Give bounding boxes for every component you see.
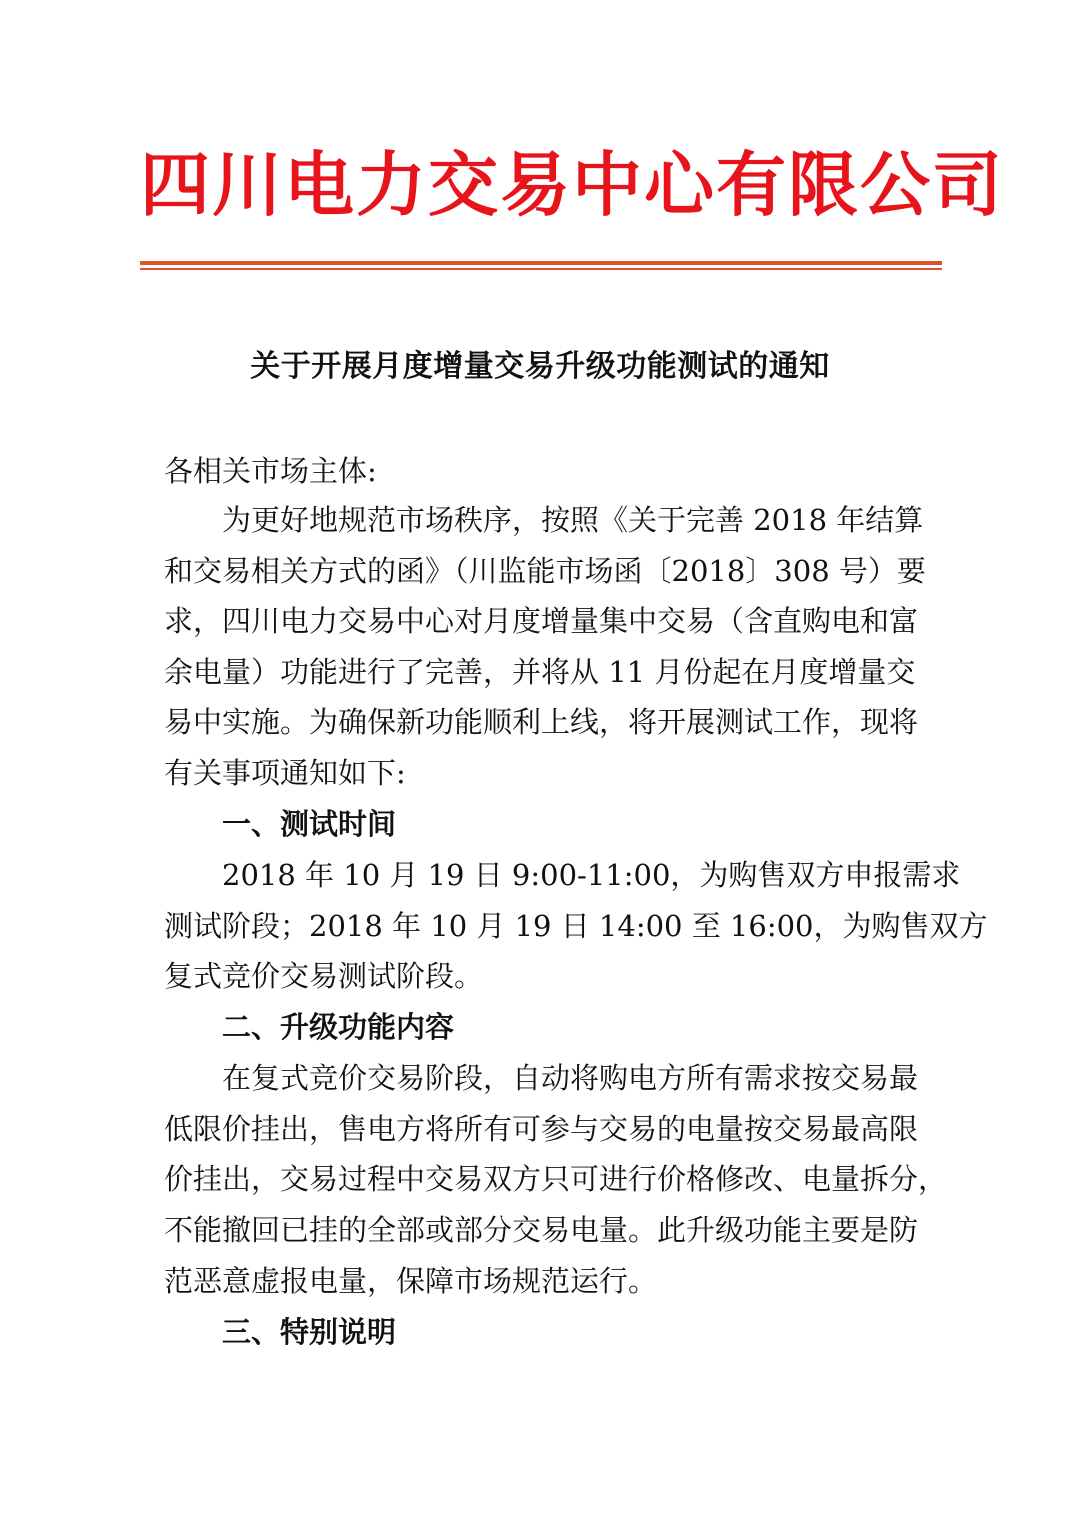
section-heading-special-notes: 三、特别说明 xyxy=(222,1315,397,1349)
section2-line: 在复式竞价交易阶段，自动将购电方所有需求按交易最 xyxy=(222,1061,919,1095)
section2-line: 不能撤回已挂的全部或部分交易电量。此升级功能主要是防 xyxy=(164,1213,919,1247)
intro-line: 易中实施。为确保新功能顺利上线，将开展测试工作，现将 xyxy=(164,705,919,739)
section-heading-upgrade-content: 二、升级功能内容 xyxy=(222,1010,455,1044)
salutation: 各相关市场主体: xyxy=(164,454,377,488)
section2-line: 价挂出，交易过程中交易双方只可进行价格修改、电量拆分， xyxy=(164,1162,948,1196)
section1-line: 2018 年 10 月 19 日 9:00-11:00，为购售双方申报需求 xyxy=(222,858,961,892)
section2-line: 低限价挂出，售电方将所有可参与交易的电量按交易最高限 xyxy=(164,1112,919,1146)
section1-line: 测试阶段；2018 年 10 月 19 日 14:00 至 16:00，为购售双方 xyxy=(164,909,988,943)
notice-title: 关于开展月度增量交易升级功能测试的通知 xyxy=(250,349,830,384)
section1-line: 复式竞价交易测试阶段。 xyxy=(164,959,484,993)
intro-line: 有关事项通知如下: xyxy=(164,756,406,790)
section2-line: 范恶意虚报电量，保障市场规范运行。 xyxy=(164,1264,658,1298)
letterhead-organization-name: 四川电力交易中心有限公司 xyxy=(140,144,1004,226)
intro-line: 为更好地规范市场秩序，按照《关于完善 2018 年结算 xyxy=(222,503,924,537)
letterhead-rule-thick xyxy=(140,261,942,265)
section-heading-test-time: 一、测试时间 xyxy=(222,807,397,841)
intro-line: 和交易相关方式的函》（川监能市场函〔2018〕308 号）要 xyxy=(164,554,926,588)
letterhead-rule-thin xyxy=(140,268,942,270)
intro-line: 余电量）功能进行了完善，并将从 11 月份起在月度增量交 xyxy=(164,655,916,689)
intro-line: 求，四川电力交易中心对月度增量集中交易（含直购电和富 xyxy=(164,604,919,638)
